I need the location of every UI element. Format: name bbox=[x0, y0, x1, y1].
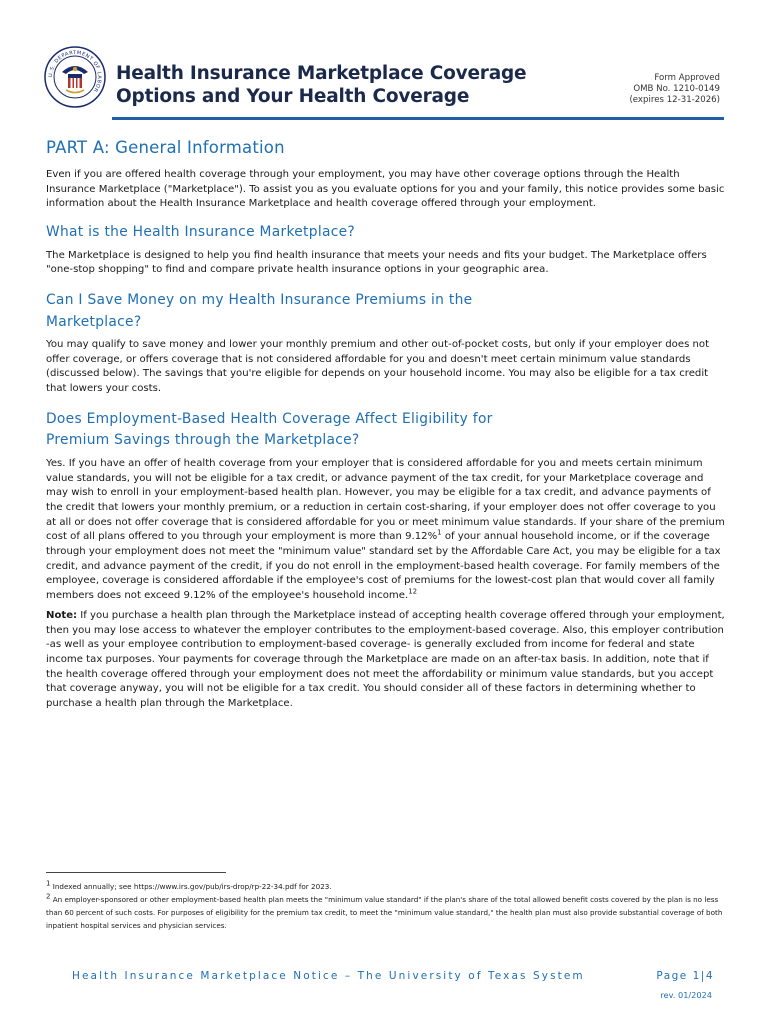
heading-line: Does Employment-Based Health Coverage Affect Eligibility for bbox=[46, 410, 493, 427]
section-body-marketplace: The Marketplace is designed to help you find health insurance that meets your needs and fits your budget. The Marketplace offers "one-stop shopping" to find and compare private health insurance options in your geographic area. bbox=[46, 249, 707, 276]
footnote-ref-1: 1 bbox=[437, 528, 442, 537]
heading-line: What is the Health Insurance Marketplace? bbox=[46, 224, 356, 241]
part-a-title: PART A: General Information bbox=[46, 138, 285, 157]
title-line-1: Health Insurance Marketplace Coverage bbox=[116, 63, 527, 84]
section-body-save-money: You may qualify to save money and lower your monthly premium and other out-of-pocket costs, but only if your employer does not offer coverage, or offers coverage that is not considered affordable for you and doesn't meet certain minimum value standards (discussed below). The savings that you're eligible for depends on your household income. You may also be eligible for a tax credit that lowers your costs. bbox=[46, 339, 710, 395]
footnote-1 bbox=[46, 880, 726, 893]
expiration-date: (expires 12-31-2026) bbox=[629, 95, 720, 105]
intro-paragraph: Even if you are offered health coverage through your employment, you may have other coverage options through the Health Insurance Marketplace ("Marketplace"). To assist you as you evaluate options for you and your family, this notice provides some basic information about the Health Insurance Marketplace and health coverage offered through your employment. bbox=[46, 169, 725, 210]
footnote-2 bbox=[46, 893, 726, 932]
note-paragraph bbox=[46, 609, 726, 712]
heading-line: Can I Save Money on my Health Insurance Premiums in the bbox=[46, 292, 473, 309]
main-content bbox=[46, 138, 726, 712]
footnote-mark: 1 bbox=[46, 879, 51, 888]
footnote-text: An employer-sponsored or other employment-based health plan meets the "minimum value standard" if the plan's share of the total allowed benefit costs covered by the plan is no less than 60 percent of such costs. For purposes of eligibility for the premium tax credit, to meet the "minimum value standard," the health plan must also provide substantial coverage of both inpatient hospital services and physician services. bbox=[46, 895, 723, 930]
dol-seal-icon bbox=[44, 46, 106, 108]
form-approval-info bbox=[629, 73, 720, 106]
heading-line: Marketplace? bbox=[46, 313, 142, 330]
footnote-mark: 2 bbox=[46, 892, 51, 901]
section-body-eligibility bbox=[46, 457, 726, 604]
seal-text: U.S. DEPARTMENT OF LABOR bbox=[47, 49, 103, 94]
footnotes bbox=[46, 880, 726, 932]
body-text: Yes. If you have an offer of health coverage from your employer that is considered affordable for you and meets certain minimum value standards, you will not be eligible for a tax credit, or advance payment of the tax credit, for your Marketplace coverage and may wish to enroll in your employment-based health plan. However, you may be eligible for a tax credit, and advance payments of the credit that lowers your monthly premium, or a reduction in certain cost-sharing, if your employer does not offer coverage to you at all or does not offer coverage that is considered affordable for you or meet minimum value standards. If your share of the premium cost of all plans offered to you through your employment is more than 9.12% bbox=[46, 457, 725, 543]
note-text: If you purchase a health plan through the Marketplace instead of accepting health coverage offered through your employment, then you may lose access to whatever the employer contributes to the employment-based coverage. Also, this employer contribution -as well as your employee contribution to employment-based coverage- is generally excluded from income for federal and state income tax purposes. Your payments for coverage through the Marketplace are made on an after-tax basis. In addition, note that if the health coverage offered through your employment does not meet the affordability or minimum value standards, but you accept that coverage anyway, you will not be eligible for a tax credit. You should consider all of these factors in determining whether to purchase a health plan through the Marketplace. bbox=[46, 609, 725, 710]
heading-line: Premium Savings through the Marketplace? bbox=[46, 432, 360, 449]
title-line-2: Options and Your Health Coverage bbox=[116, 86, 470, 107]
revision-date: rev. 01/2024 bbox=[660, 990, 712, 1000]
body-text: of your annual household income, or if the coverage through your employment does not meet the "minimum value" standard set by the Affordable Care Act, you may be eligible for a tax credit, and advance payment of the credit, if you do not enroll in the employment-based health coverage. For family members of the employee, coverage is considered affordable if the employee's cost of premiums for the lowest-cost plan that would cover all family members does not exceed 9.12% of the employee's household income. bbox=[46, 531, 721, 602]
header-divider bbox=[112, 117, 724, 120]
section-heading-eligibility bbox=[46, 409, 726, 452]
footer-title: Health Insurance Marketplace Notice – The University of Texas System bbox=[72, 970, 585, 982]
footnote-ref-12: 12 bbox=[408, 587, 418, 596]
note-label: Note: bbox=[46, 609, 78, 621]
page-number: Page 1|4 bbox=[656, 970, 714, 982]
footnote-divider bbox=[46, 872, 226, 873]
footnote-text: Indexed annually; see https://www.irs.gov/pub/irs-drop/rp-22-34.pdf for 2023. bbox=[50, 882, 332, 891]
omb-number: OMB No. 1210-0149 bbox=[633, 84, 720, 94]
section-heading-save-money bbox=[46, 290, 726, 333]
section-heading-marketplace bbox=[46, 222, 726, 244]
form-title bbox=[116, 62, 556, 108]
form-approved-label: Form Approved bbox=[654, 73, 720, 83]
